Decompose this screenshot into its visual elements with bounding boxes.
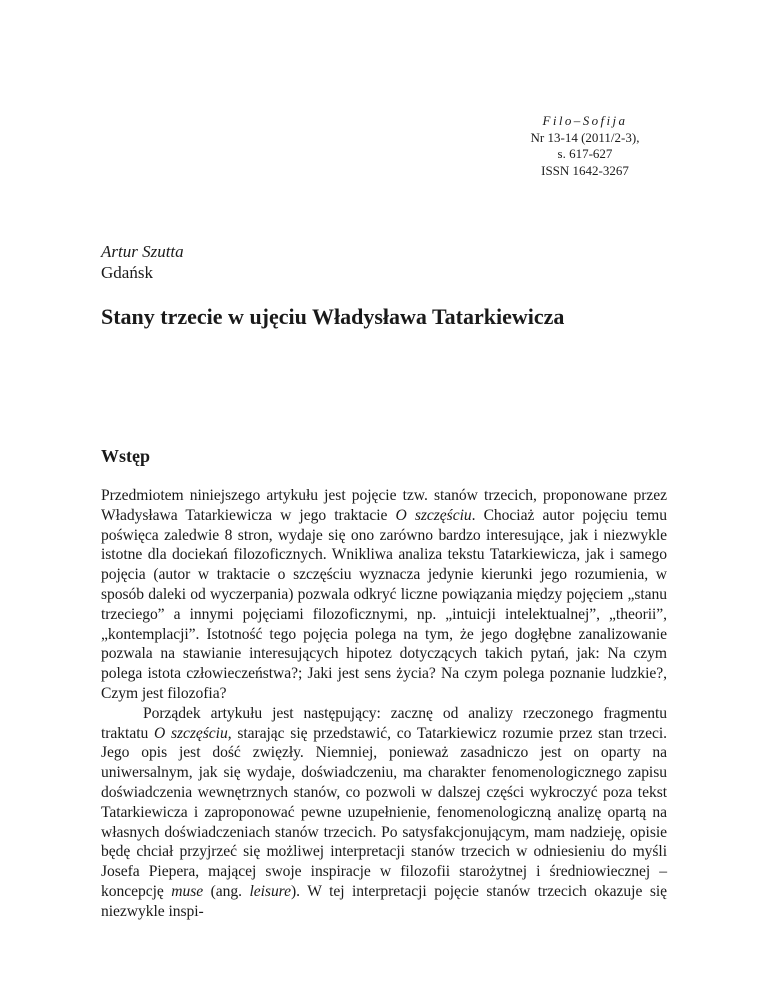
author-block [101, 241, 184, 283]
paragraph-2-text-b: , starając się przedstawić, co Tatarkiewicz rozumie przez stan trzeci. Jego opis jest dość zwięzły. Niemniej, ponieważ zasadniczo jest on oparty na uniwersalnym, jak się wydaje, doświadczeniu, ma charakter fenomenologicznego zapisu doświadczenia wewnętrznych stanów, co pozwoli w dalszej części wykroczyć poza tekst Tatarkiewicza i zaproponować pewne uzupełnienie, fenomenologiczną analizę opartą na własnych doświadczeniach stanów trzecich. Po satysfakcjonującym, mam nadzieję, opisie będę chciał przyjrzeć się możliwej interpretacji stanów trzecich w odniesieniu do myśli Josefa Piepera, mającej swoje inspiracje w filozofii starożytnej i średniowiecznej – koncepcję [101, 724, 667, 900]
journal-pages: s. 617-627 [557, 146, 613, 161]
paragraph-1-text-b: . Chociaż autor pojęciu temu poświęca zaledwie 8 stron, wydaje się ono zarówno bardzo interesujące, jak i niezwykle istotne dla dociekań filozoficznych. Wnikliwa analiza tekstu Tatarkiewicza, jak i samego pojęcia (autor w traktacie o szczęściu wyznacza jedynie kierunki jego rozumienia, w sposób daleki od wyczerpania) pozwala odkryć liczne powiązania między pojęciem „stanu trzeciego” a innymi pojęciami filozoficznymi, np. „intuicji intelektualnej”, „theorii”, „kontemplacji”. Istotność tego pojęcia polega na tym, że jego dogłębne zanalizowanie pozwala na stawianie interesujących hipotez dotyczących takich pytań, jak: Na czym polega istota człowieczeństwa?; Jaki jest sens życia? Na czym polega poznanie ludzkie?, Czym jest filozofia? [101, 506, 667, 702]
journal-header [500, 113, 670, 179]
book-title-em: O szczęściu [395, 506, 472, 524]
term-muse-em: muse [171, 882, 204, 900]
author-name: Artur Szutta [101, 242, 184, 261]
journal-issue: Nr 13-14 (2011/2-3), [530, 129, 640, 145]
journal-issn: ISSN 1642-3267 [541, 162, 629, 178]
article-title: Stany trzecie w ujęciu Władysława Tatarkiewicza [101, 304, 565, 329]
paragraph-1-text-a: Przedmiotem niniejszego artykułu jest pojęcie tzw. stanów trzecich, proponowane przez Władysława Tatarkiewicza w jego traktacie [101, 487, 667, 524]
paragraph-2 [101, 704, 667, 922]
paragraph-1 [101, 486, 667, 704]
book-title-em: O szczęściu [154, 724, 228, 742]
paragraph-2-text-c: (ang. [203, 882, 250, 900]
author-affiliation: Gdańsk [101, 263, 153, 282]
journal-title: Filo–Sofija [542, 113, 628, 128]
section-heading: Wstęp [101, 446, 150, 466]
paragraph-2-text-d: ). W tej interpretacji pojęcie stanów trzecich okazuje się niezwykle inspi- [101, 882, 667, 920]
term-leisure-em: leisure [249, 882, 291, 900]
paragraph-2-text-a: Porządek artykułu jest następujący: zacznę od analizy rzeczonego fragmentu traktatu [101, 704, 667, 742]
article-body [101, 486, 667, 922]
